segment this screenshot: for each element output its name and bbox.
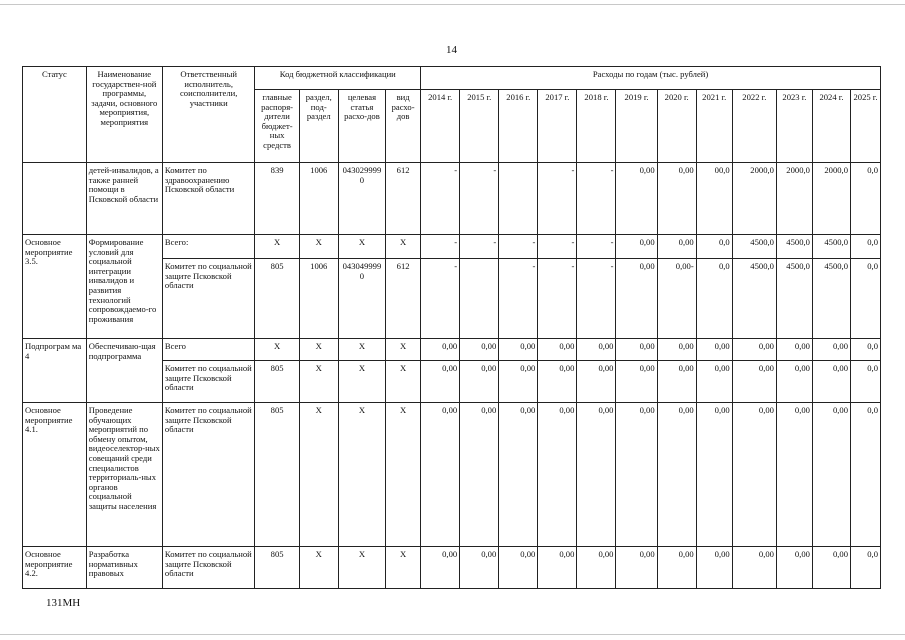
cell-value: 0,00 bbox=[538, 403, 577, 547]
cell-statya: X bbox=[338, 403, 385, 547]
cell-grbs: 805 bbox=[255, 547, 299, 589]
cell-executor: Комитет по социальной защите Псковской области bbox=[162, 547, 255, 589]
header-code-grbs: главные распоря-дители бюджет-ных средств bbox=[255, 90, 299, 163]
cell-vid: X bbox=[386, 235, 421, 259]
cell-status: Основное мероприятие 3.5. bbox=[23, 235, 87, 339]
header-name: Наименование государствен-ной программы, задачи, основного мероприятия, мероприятия bbox=[86, 67, 162, 163]
cell-vid: X bbox=[386, 361, 421, 403]
cell-value: - bbox=[538, 259, 577, 339]
cell-statya: X bbox=[338, 339, 385, 361]
cell-value: 0,00 bbox=[616, 259, 657, 339]
cell-value: 0,00 bbox=[657, 163, 696, 235]
cell-value: 0,00 bbox=[499, 361, 538, 403]
cell-value: 0,0 bbox=[851, 361, 881, 403]
cell-value: 0,00 bbox=[499, 547, 538, 589]
cell-name: Обеспечиваю-щая подпрограмма bbox=[86, 339, 162, 403]
cell-value: 0,00 bbox=[776, 547, 812, 589]
header-year: 2017 г. bbox=[538, 90, 577, 163]
cell-value: 0,00 bbox=[776, 361, 812, 403]
cell-value: 0,00 bbox=[696, 547, 732, 589]
cell-value: 0,00 bbox=[538, 361, 577, 403]
cell-status: Основное мероприятие 4.1. bbox=[23, 403, 87, 547]
cell-name: Разработка нормативных правовых bbox=[86, 547, 162, 589]
cell-value: 0,00 bbox=[616, 403, 657, 547]
cell-statya: X bbox=[338, 361, 385, 403]
cell-vid: X bbox=[386, 339, 421, 361]
cell-value bbox=[460, 259, 499, 339]
cell-value: 0,00 bbox=[616, 235, 657, 259]
header-code-razdel: раздел, под-раздел bbox=[299, 90, 338, 163]
cell-value: 0,00 bbox=[812, 403, 850, 547]
header-code-vid: вид расхо-дов bbox=[386, 90, 421, 163]
cell-value: 0,0 bbox=[851, 339, 881, 361]
cell-value: - bbox=[538, 235, 577, 259]
cell-value: 0,00 bbox=[657, 235, 696, 259]
header-year: 2023 г. bbox=[776, 90, 812, 163]
cell-razdel: X bbox=[299, 339, 338, 361]
cell-value: 0,00 bbox=[696, 361, 732, 403]
cell-value: 0,00 bbox=[732, 339, 776, 361]
cell-value: 2000,0 bbox=[776, 163, 812, 235]
cell-value: 0,00 bbox=[421, 547, 460, 589]
cell-razdel: X bbox=[299, 361, 338, 403]
header-code-statya: целевая статья расхо-дов bbox=[338, 90, 385, 163]
cell-status bbox=[23, 163, 87, 235]
cell-value: 0,00 bbox=[499, 403, 538, 547]
cell-status: Подпрограм ма 4 bbox=[23, 339, 87, 403]
cell-value: 0,00 bbox=[577, 547, 616, 589]
table-row bbox=[23, 339, 881, 361]
cell-value: 4500,0 bbox=[812, 259, 850, 339]
cell-value: 0,00 bbox=[577, 403, 616, 547]
header-year: 2014 г. bbox=[421, 90, 460, 163]
page-number: 14 bbox=[446, 44, 457, 56]
cell-value: 0,0 bbox=[851, 259, 881, 339]
cell-value: - bbox=[460, 235, 499, 259]
scan-edge-top bbox=[0, 4, 905, 5]
cell-value: 0,00 bbox=[812, 361, 850, 403]
cell-value: 0,00 bbox=[657, 547, 696, 589]
cell-executor: Всего: bbox=[162, 235, 255, 259]
cell-value bbox=[499, 163, 538, 235]
cell-value: 4500,0 bbox=[732, 235, 776, 259]
cell-value: 0,00 bbox=[616, 361, 657, 403]
table-row bbox=[23, 547, 881, 589]
cell-razdel: 1006 bbox=[299, 163, 338, 235]
cell-value: 0,00 bbox=[460, 339, 499, 361]
cell-razdel: X bbox=[299, 235, 338, 259]
cell-razdel: 1006 bbox=[299, 259, 338, 339]
header-year: 2015 г. bbox=[460, 90, 499, 163]
cell-value: 0,00 bbox=[616, 163, 657, 235]
header-year: 2019 г. bbox=[616, 90, 657, 163]
header-year: 2025 г. bbox=[851, 90, 881, 163]
cell-vid: 612 bbox=[386, 163, 421, 235]
cell-status: Основное мероприятие 4.2. bbox=[23, 547, 87, 589]
cell-value: 0,00 bbox=[460, 361, 499, 403]
cell-grbs: X bbox=[255, 339, 299, 361]
cell-value: 0,00 bbox=[812, 547, 850, 589]
header-classification: Код бюджетной классификации bbox=[255, 67, 421, 90]
cell-value: - bbox=[421, 163, 460, 235]
cell-value: 2000,0 bbox=[812, 163, 850, 235]
cell-value: - bbox=[577, 259, 616, 339]
cell-value: 4500,0 bbox=[812, 235, 850, 259]
document-code: 131МН bbox=[46, 597, 81, 609]
cell-value: 4500,0 bbox=[776, 259, 812, 339]
table-header bbox=[23, 67, 881, 163]
cell-value: 0,00 bbox=[460, 403, 499, 547]
cell-value: 0,00 bbox=[616, 547, 657, 589]
cell-value: 0,00 bbox=[657, 403, 696, 547]
table-row bbox=[23, 163, 881, 235]
cell-value: 0,00 bbox=[538, 547, 577, 589]
cell-executor: Комитет по социальной защите Псковской области bbox=[162, 361, 255, 403]
cell-value: 0,0 bbox=[696, 235, 732, 259]
cell-name: Проведение обучающих мероприятий по обмену опытом, видеоселектор-ных совещаний среди специалистов территориаль-ных органов социальной защиты населения bbox=[86, 403, 162, 547]
cell-value: 0,00 bbox=[577, 339, 616, 361]
header-status: Статус bbox=[23, 67, 87, 163]
cell-value: 0,0 bbox=[851, 163, 881, 235]
cell-value: - bbox=[499, 235, 538, 259]
cell-grbs: 805 bbox=[255, 403, 299, 547]
cell-name: Формирование условий для социальной интеграции инвалидов и развития технологий сопровождаемо-го проживания bbox=[86, 235, 162, 339]
cell-grbs: 805 bbox=[255, 259, 299, 339]
cell-value: 0,00 bbox=[732, 547, 776, 589]
cell-value: 0,0 bbox=[851, 235, 881, 259]
cell-value: 0,00 bbox=[776, 403, 812, 547]
cell-value: 0,00 bbox=[577, 361, 616, 403]
cell-executor: Всего bbox=[162, 339, 255, 361]
cell-value: 00,0 bbox=[696, 163, 732, 235]
header-year: 2020 г. bbox=[657, 90, 696, 163]
cell-value: 0,0 bbox=[851, 547, 881, 589]
cell-value: - bbox=[460, 163, 499, 235]
header-year: 2016 г. bbox=[499, 90, 538, 163]
cell-value: 0,0 bbox=[851, 403, 881, 547]
cell-razdel: X bbox=[299, 547, 338, 589]
cell-value: 0,00 bbox=[732, 403, 776, 547]
header-expenses: Расходы по годам (тыс. рублей) bbox=[421, 67, 881, 90]
cell-vid: X bbox=[386, 547, 421, 589]
table-row bbox=[23, 403, 881, 547]
cell-value: 0,00 bbox=[421, 403, 460, 547]
cell-value: - bbox=[421, 259, 460, 339]
cell-value: 0,00 bbox=[421, 339, 460, 361]
cell-grbs: 839 bbox=[255, 163, 299, 235]
cell-statya: X bbox=[338, 235, 385, 259]
cell-name: детей-инвалидов, а также ранней помощи в Псковской области bbox=[86, 163, 162, 235]
cell-value: 4500,0 bbox=[776, 235, 812, 259]
cell-vid: 612 bbox=[386, 259, 421, 339]
cell-value: 0,00 bbox=[732, 361, 776, 403]
cell-value: - bbox=[499, 259, 538, 339]
budget-table bbox=[22, 66, 881, 589]
cell-statya: 043049999 0 bbox=[338, 259, 385, 339]
cell-value: 0,00 bbox=[776, 339, 812, 361]
cell-value: - bbox=[421, 235, 460, 259]
header-year: 2022 г. bbox=[732, 90, 776, 163]
cell-vid: X bbox=[386, 403, 421, 547]
cell-statya: 043029999 0 bbox=[338, 163, 385, 235]
table-body bbox=[23, 163, 881, 589]
header-year: 2021 г. bbox=[696, 90, 732, 163]
cell-value: - bbox=[577, 163, 616, 235]
cell-value: 0,00 bbox=[499, 339, 538, 361]
cell-statya: X bbox=[338, 547, 385, 589]
header-executor: Ответственный исполнитель, соисполнители, участники bbox=[162, 67, 255, 163]
cell-executor: Комитет по социальной защите Псковской области bbox=[162, 259, 255, 339]
cell-executor: Комитет по социальной защите Псковской области bbox=[162, 403, 255, 547]
cell-value: 0,00 bbox=[538, 339, 577, 361]
cell-value: 0,00- bbox=[657, 259, 696, 339]
cell-value: 0,00 bbox=[460, 547, 499, 589]
cell-grbs: 805 bbox=[255, 361, 299, 403]
cell-value: 0,00 bbox=[812, 339, 850, 361]
cell-value: 0,00 bbox=[696, 339, 732, 361]
cell-razdel: X bbox=[299, 403, 338, 547]
cell-value: - bbox=[577, 235, 616, 259]
cell-value: 0,00 bbox=[696, 403, 732, 547]
table-row bbox=[23, 235, 881, 259]
cell-executor: Комитет по здравоохранению Псковской области bbox=[162, 163, 255, 235]
cell-value: 0,00 bbox=[421, 361, 460, 403]
cell-value: - bbox=[538, 163, 577, 235]
header-year: 2024 г. bbox=[812, 90, 850, 163]
cell-value: 0,00 bbox=[657, 339, 696, 361]
cell-grbs: X bbox=[255, 235, 299, 259]
cell-value: 0,00 bbox=[657, 361, 696, 403]
cell-value: 4500,0 bbox=[732, 259, 776, 339]
scan-edge-bottom bbox=[0, 634, 905, 635]
cell-value: 2000,0 bbox=[732, 163, 776, 235]
header-year: 2018 г. bbox=[577, 90, 616, 163]
cell-value: 0,00 bbox=[616, 339, 657, 361]
cell-value: 0,0 bbox=[696, 259, 732, 339]
